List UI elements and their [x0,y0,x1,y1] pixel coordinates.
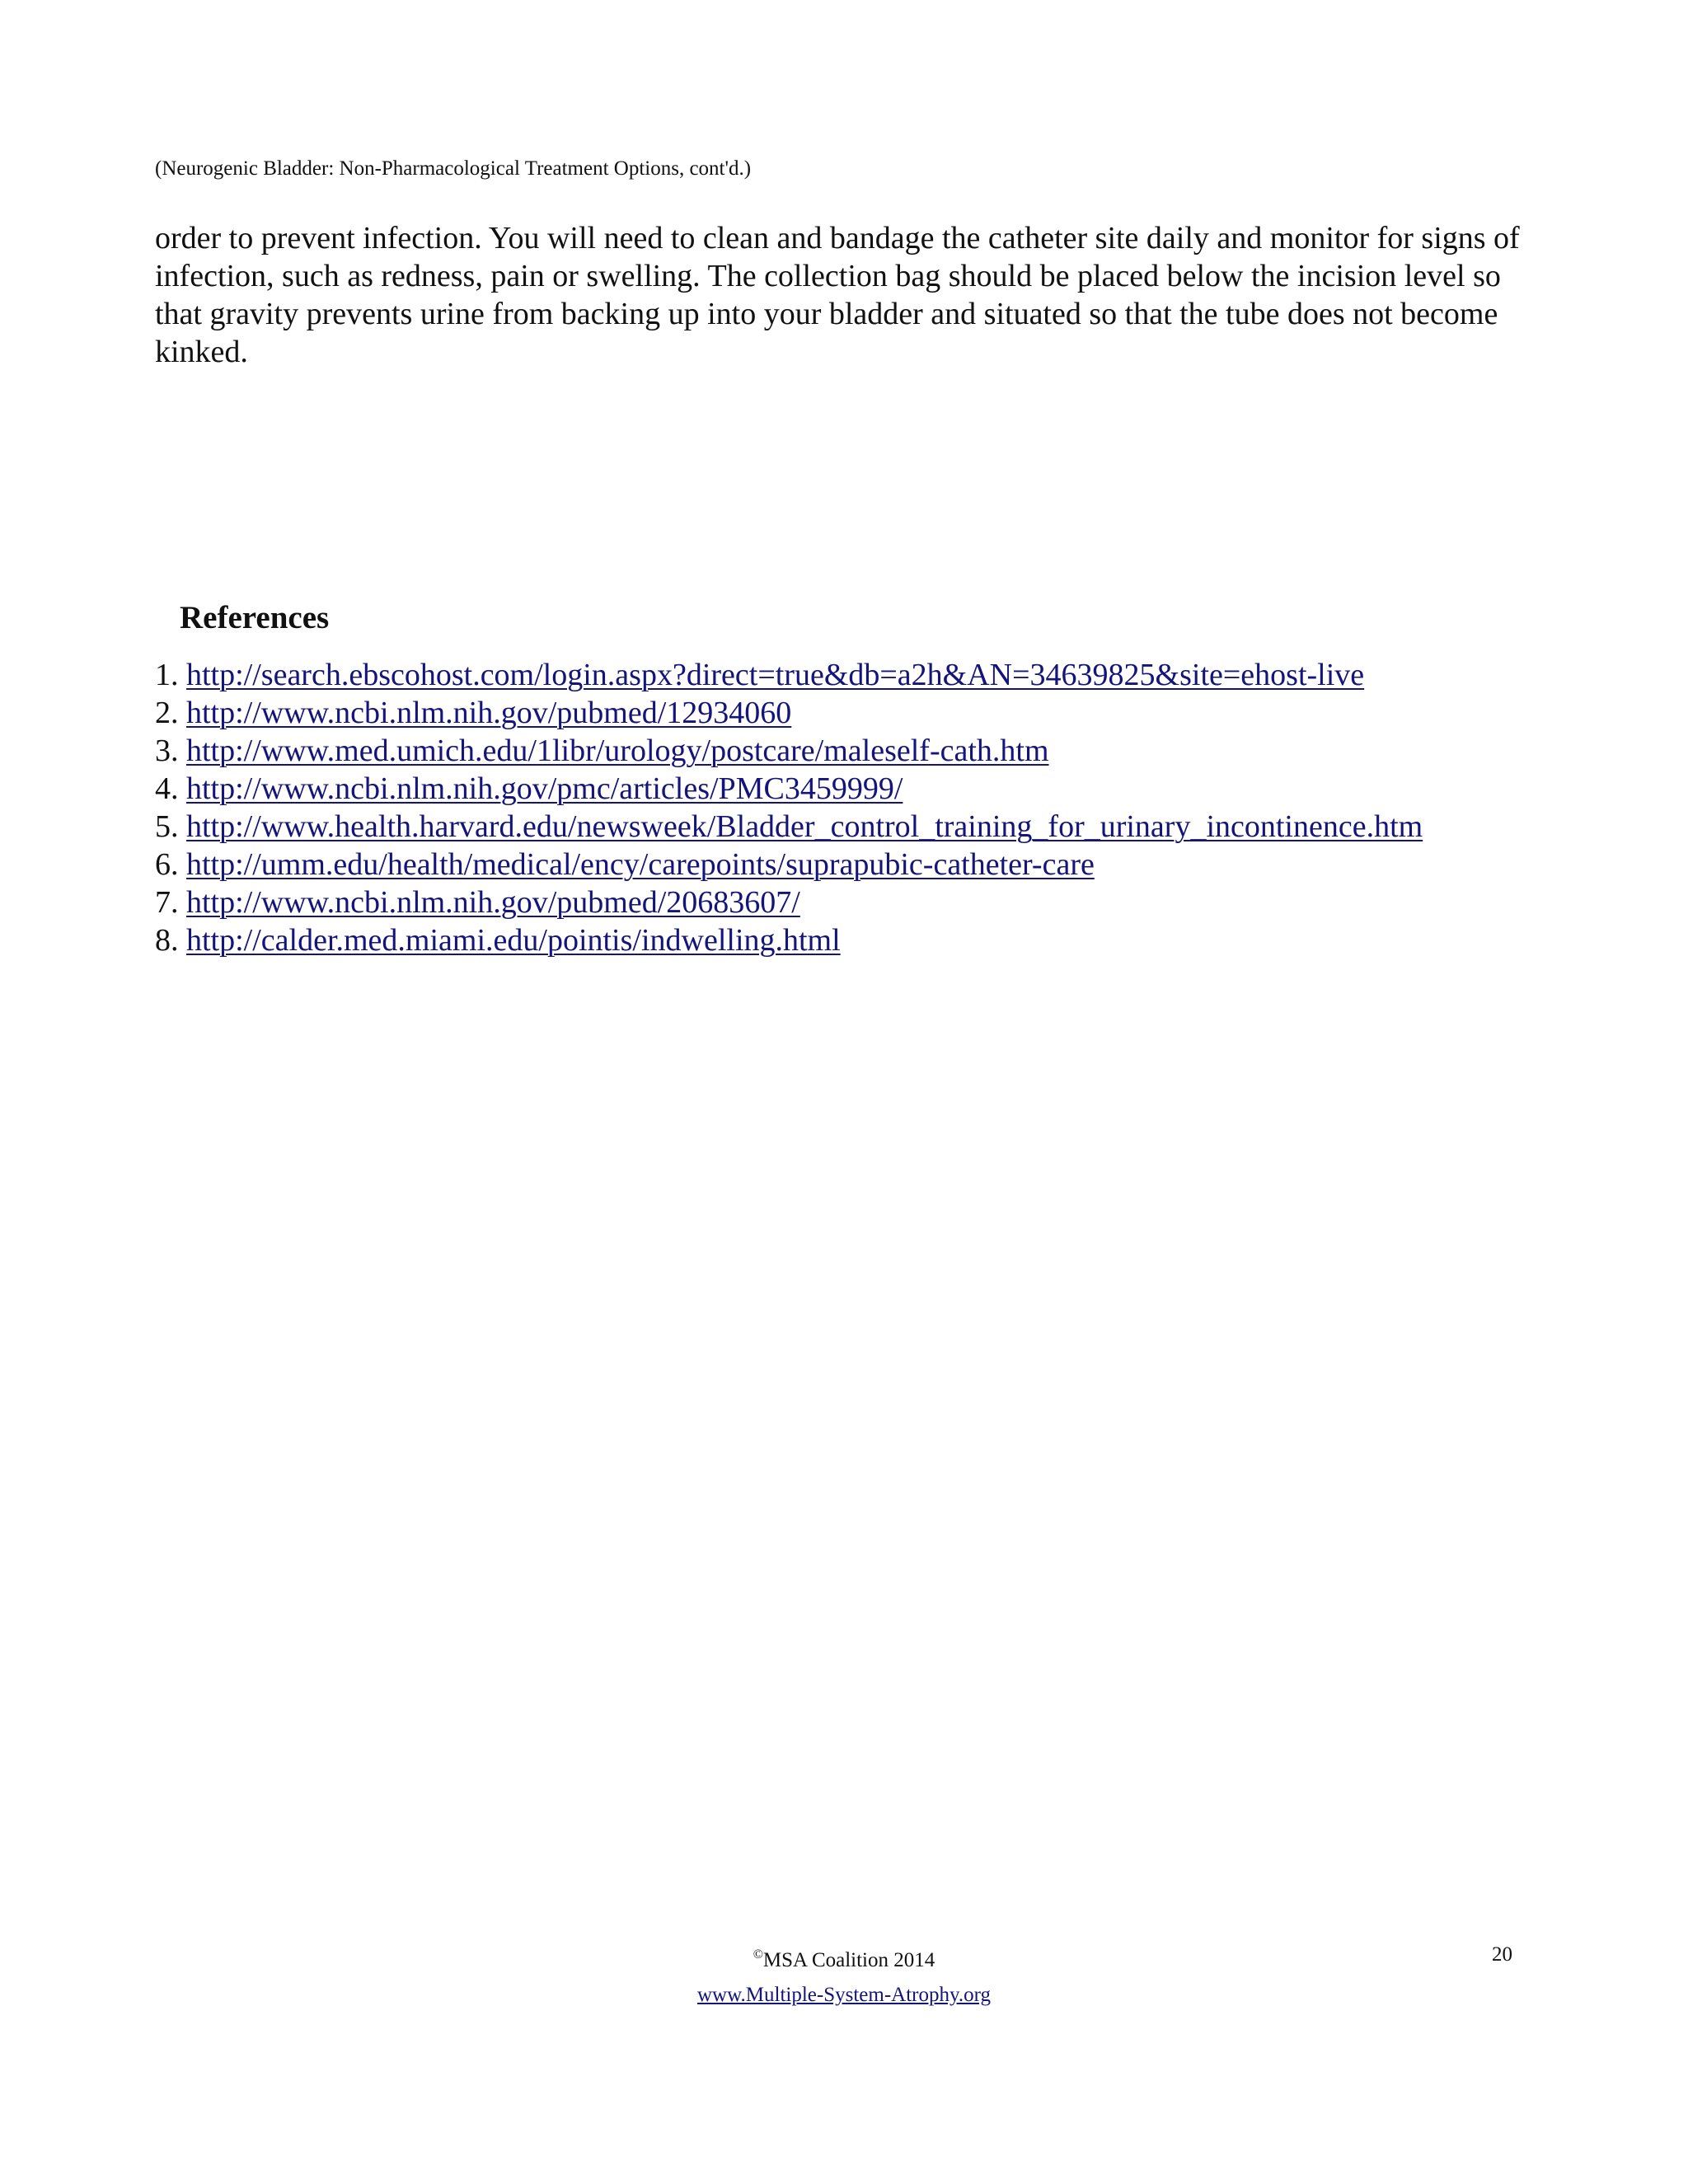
references-list [155,656,1622,959]
reference-link[interactable]: http://umm.edu/health/medical/ency/carepoints/suprapubic-catheter-care [186,847,1095,882]
reference-link[interactable]: http://www.med.umich.edu/1libr/urology/postcare/maleself-cath.htm [186,733,1049,768]
running-header: (Neurogenic Bladder: Non-Pharmacological Treatment Options, cont'd.) [155,157,752,180]
reference-item [155,770,1622,808]
reference-number: 2. [155,696,179,730]
references-heading: References [180,600,330,635]
reference-number: 8. [155,923,179,958]
copyright-symbol: © [753,1947,763,1961]
footer-copyright [0,1941,1688,1975]
reference-link[interactable]: http://search.ebscohost.com/login.aspx?direct=true&db=a2h&AN=34639825&site=ehost-live [186,658,1365,692]
reference-link[interactable]: http://www.health.harvard.edu/newsweek/Bladder_control_training_for_urinary_incontinence.htm [186,809,1423,844]
page-number: 20 [1492,1943,1512,1966]
reference-item [155,883,1622,921]
reference-number: 7. [155,885,179,920]
reference-link[interactable]: http://www.ncbi.nlm.nih.gov/pubmed/20683607/ [186,885,800,920]
reference-item [155,732,1622,770]
reference-number: 4. [155,771,179,806]
reference-link[interactable]: http://www.ncbi.nlm.nih.gov/pmc/articles/PMC3459999/ [186,771,903,806]
reference-number: 6. [155,847,179,882]
reference-item [155,921,1622,959]
body-paragraph: order to prevent infection. You will need to clean and bandage the catheter site daily and monitor for signs of infection, such as redness, pain or swelling. The collection bag should be placed below the incision level so that gravity prevents urine from backing up into your bladder and situated so that the tube does not become kinked. [155,221,1520,369]
reference-number: 3. [155,733,179,768]
website-link[interactable]: www.Multiple-System-Atrophy.org [697,1984,991,2006]
reference-number: 5. [155,809,179,844]
reference-item [155,656,1622,694]
footer-website [0,1981,1688,2009]
reference-item [155,846,1622,883]
reference-link[interactable]: http://calder.med.miami.edu/pointis/indwelling.html [186,923,841,958]
reference-number: 1. [155,658,179,692]
reference-link[interactable]: http://www.ncbi.nlm.nih.gov/pubmed/12934060 [186,696,792,730]
reference-item [155,694,1622,732]
reference-item [155,808,1622,846]
copyright-text: MSA Coalition 2014 [762,1949,935,1971]
